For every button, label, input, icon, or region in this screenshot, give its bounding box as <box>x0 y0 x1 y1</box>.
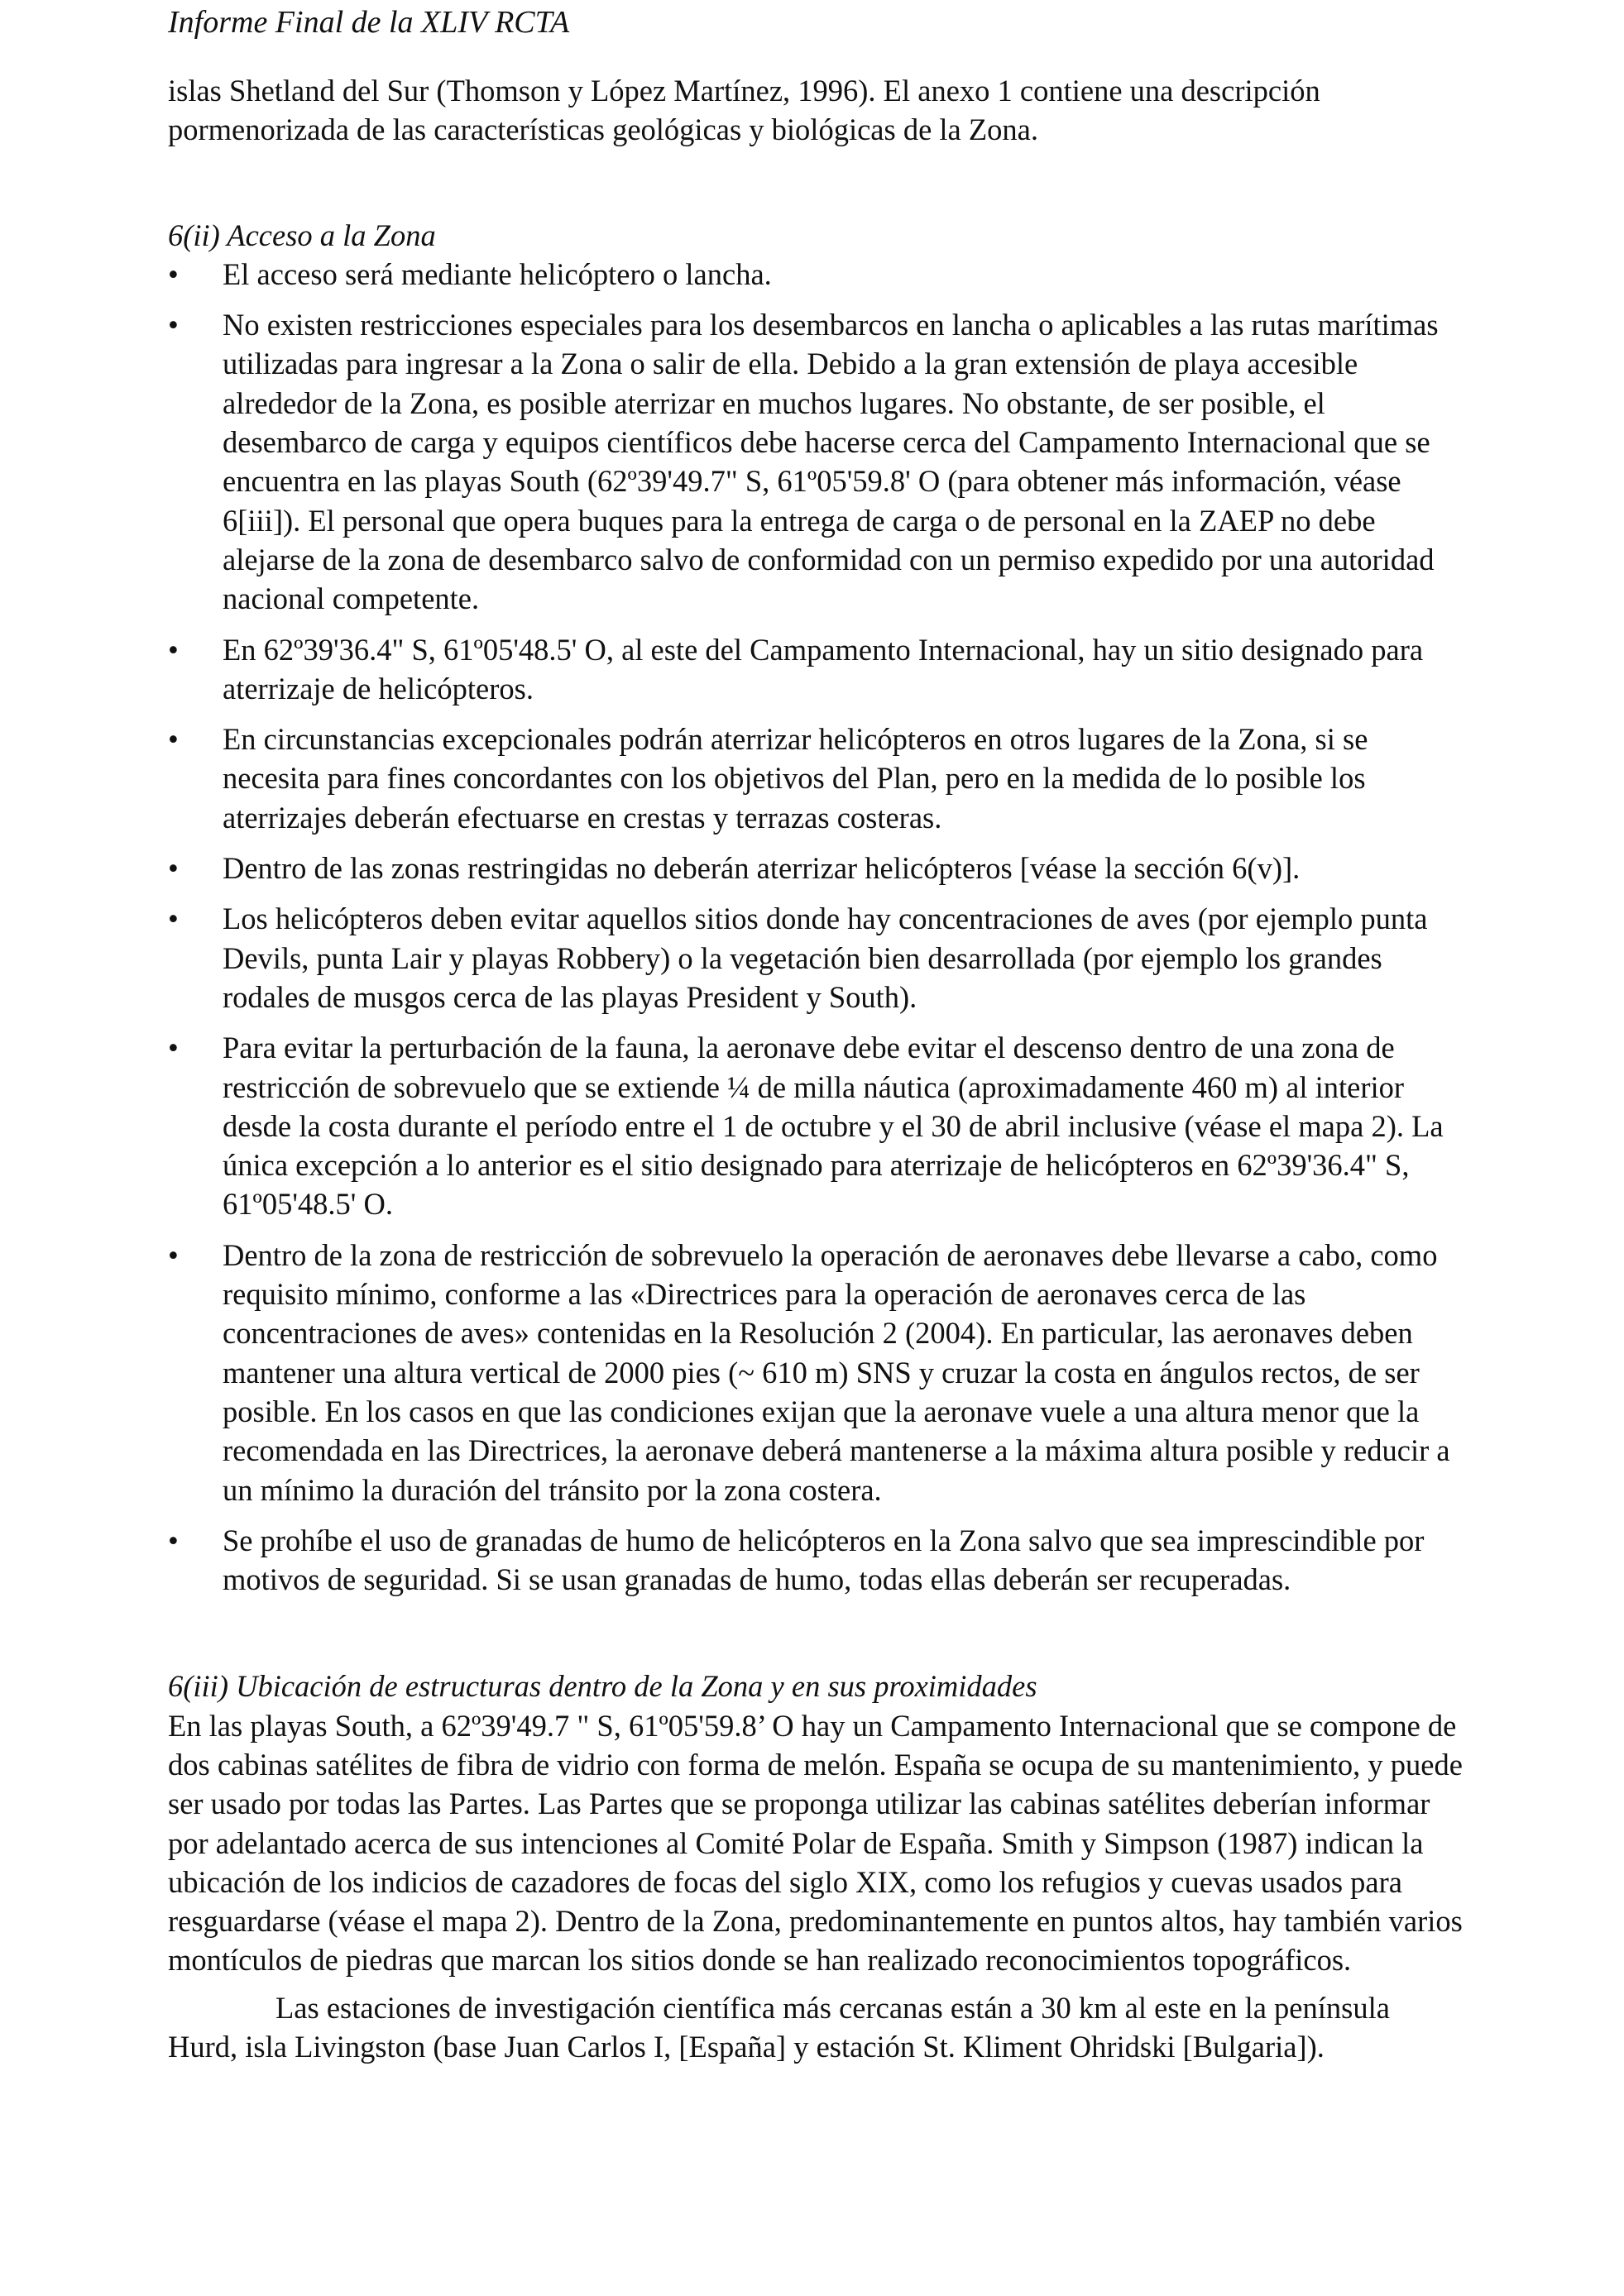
intro-paragraph: islas Shetland del Sur (Thomson y López Martínez, 1996). El anexo 1 contiene una descripción pormenorizada de las características geológicas y biológicas de la Zona. <box>168 74 1320 147</box>
list-item: • No existen restricciones especiales para los desembarcos en lancha o aplicables a las rutas marítimas utilizadas para ingresar a la Zona o salir de ella. Debido a la gran extensión de playa accesible alrededor de la Zona, es posible aterrizar en muchos lugares. No obstante, de ser posible, el desembarco de carga y equipos científicos debe hacerse cerca del Campamento Internacional que se encuentra en las playas South (62º39'49.7" S, 61º05'59.8' O (para obtener más información, véase 6[iii]). El personal que opera buques para la entrega de carga o de personal en la ZAEP no debe alejarse de la zona de desembarco salvo de conformidad con un permiso expedido por una autoridad nacional competente. <box>168 305 1463 618</box>
list-item: • Dentro de las zonas restringidas no deberán aterrizar helicópteros [véase la sección 6(v)]. <box>168 849 1463 887</box>
document-body <box>168 71 1463 2066</box>
list-item: • Para evitar la perturbación de la fauna, la aeronave debe evitar el descenso dentro de una zona de restricción de sobrevuelo que se extiende ¼ de milla náutica (aproximadamente 460 m) al interior desde la costa durante el período entre el 1 de octubre y el 30 de abril inclusive (véase el mapa 2). La única excepción a lo anterior es el sitio designado para aterrizaje de helicópteros en 62º39'36.4" S, 61º05'48.5' O. <box>168 1028 1463 1223</box>
list-item: • Los helicópteros deben evitar aquellos sitios donde hay concentraciones de aves (por ejemplo punta Devils, punta Lair y playas Robbery) o la vegetación bien desarrollada (por ejemplo los grandes rodales de musgos cerca de las playas President y South). <box>168 899 1463 1016</box>
list-item: • El acceso será mediante helicóptero o lancha. <box>168 255 1463 294</box>
running-header: Informe Final de la XLIV RCTA <box>168 5 570 40</box>
list-item: • Dentro de la zona de restricción de sobrevuelo la operación de aeronaves debe llevarse a cabo, como requisito mínimo, conforme a las «Directrices para la operación de aeronaves cerca de las concentraciones de aves» contenidas en la Resolución 2 (2004). En particular, las aeronaves deben mantener una altura vertical de 2000 pies (~ 610 m) SNS y cruzar la costa en ángulos rectos, de ser posible. En los casos en que las condiciones exijan que la aeronave vuele a una altura menor que la recomendada en las Directrices, la aeronave deberá mantenerse a la máxima altura posible y reducir a un mínimo la duración del tránsito por la zona costera. <box>168 1236 1463 1509</box>
list-item: • En circunstancias excepcionales podrán aterrizar helicópteros en otros lugares de la Zona, si se necesita para fines concordantes con los objetivos del Plan, pero en la medida de lo posible los aterrizajes deberán efectuarse en crestas y terrazas costeras. <box>168 720 1463 837</box>
section-heading-structures: 6(iii) Ubicación de estructuras dentro de la Zona y en sus proximidades <box>168 1669 1037 1704</box>
section-heading-access: 6(ii) Acceso a la Zona <box>168 218 436 252</box>
access-bullet-list <box>168 255 1463 1600</box>
list-item: • Se prohíbe el uso de granadas de humo de helicópteros en la Zona salvo que sea imprescindible por motivos de seguridad. Si se usan granadas de humo, todas ellas deberán ser recuperadas. <box>168 1521 1463 1600</box>
structures-paragraph: En las playas South, a 62º39'49.7 " S, 61º05'59.8’ O hay un Campamento Internacional que se compone de dos cabinas satélites de fibra de vidrio con forma de melón. España se ocupa de su mantenimiento, y puede ser usado por todas las Partes. Las Partes que se proponga utilizar las cabinas satélites deberían informar por adelantado acerca de sus intenciones al Comité Polar de España. Smith y Simpson (1987) indican la ubicación de los indicios de cazadores de focas del siglo XIX, como los refugios y cuevas usados para resguardarse (véase el mapa 2). Dentro de la Zona, predominantemente en puntos altos, hay también varios montículos de piedras que marcan los sitios donde se han realizado reconocimientos topográficos. <box>168 1708 1463 1978</box>
list-item: • En 62º39'36.4" S, 61º05'48.5' O, al este del Campamento Internacional, hay un sitio designado para aterrizaje de helicópteros. <box>168 630 1463 709</box>
stations-paragraph: Las estaciones de investigación científica más cercanas están a 30 km al este en la península Hurd, isla Livingston (base Juan Carlos I, [España] y estación St. Kliment Ohridski [Bulgaria]). <box>168 1990 1390 2064</box>
